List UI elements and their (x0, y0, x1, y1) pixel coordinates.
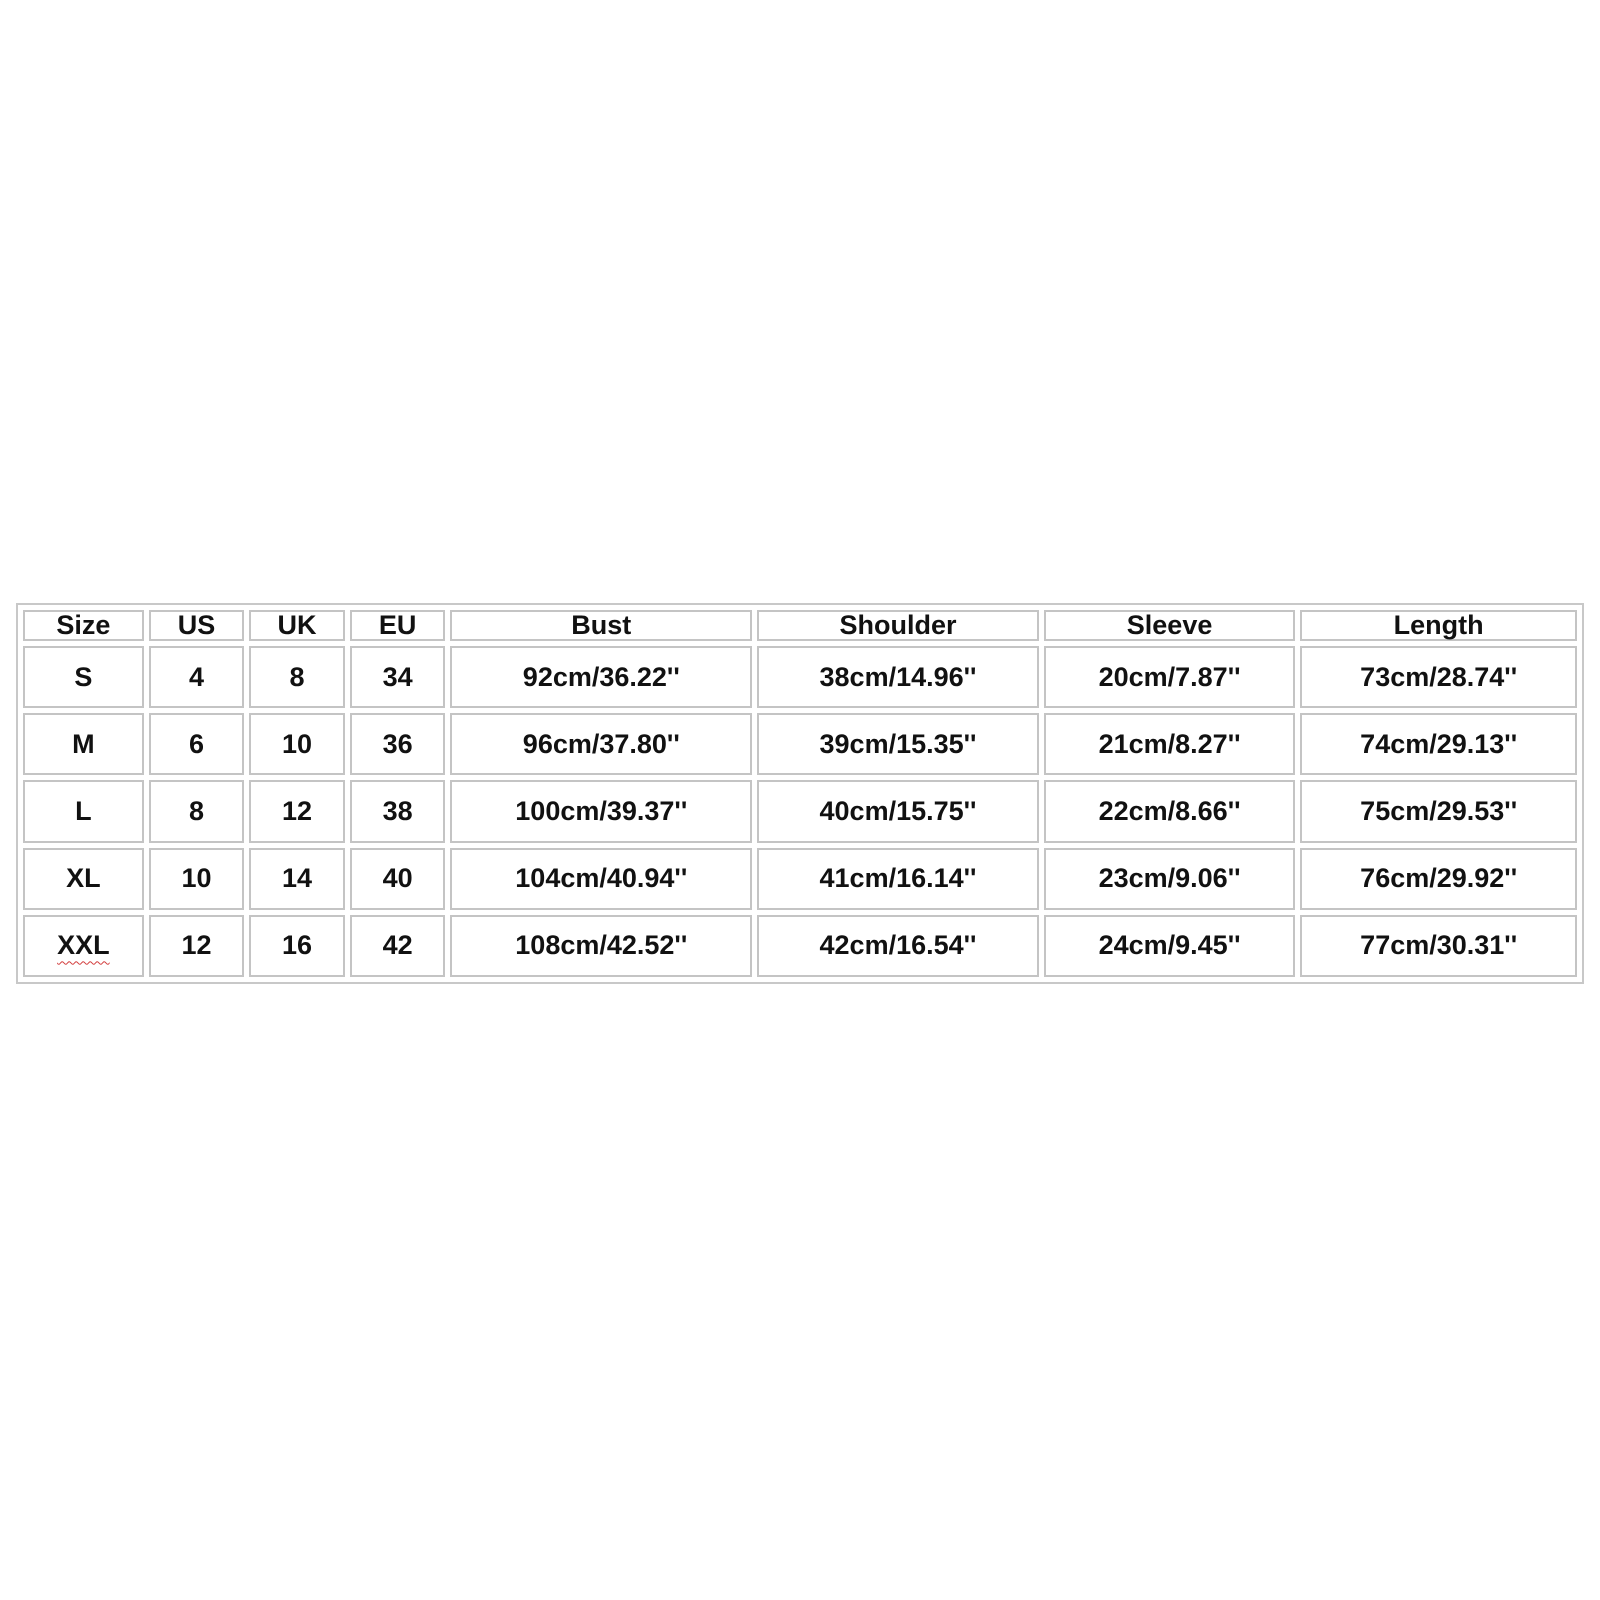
cell-sleeve: 22cm/8.66'' (1044, 780, 1295, 842)
table-row (23, 848, 1577, 910)
cell-uk: 16 (249, 915, 345, 977)
table-row (23, 915, 1577, 977)
cell-bust: 100cm/39.37'' (450, 780, 752, 842)
table-header-row (23, 610, 1577, 641)
cell-sleeve: 20cm/7.87'' (1044, 646, 1295, 708)
cell-uk: 12 (249, 780, 345, 842)
cell-uk: 14 (249, 848, 345, 910)
header-us: US (149, 610, 245, 641)
header-uk: UK (249, 610, 345, 641)
cell-length: 74cm/29.13'' (1300, 713, 1577, 775)
table-row (23, 780, 1577, 842)
cell-sleeve: 23cm/9.06'' (1044, 848, 1295, 910)
cell-shoulder: 38cm/14.96'' (757, 646, 1039, 708)
cell-length: 76cm/29.92'' (1300, 848, 1577, 910)
cell-bust: 92cm/36.22'' (450, 646, 752, 708)
cell-shoulder: 40cm/15.75'' (757, 780, 1039, 842)
cell-shoulder: 42cm/16.54'' (757, 915, 1039, 977)
cell-sleeve: 24cm/9.45'' (1044, 915, 1295, 977)
cell-size: XL (23, 848, 144, 910)
cell-sleeve: 21cm/8.27'' (1044, 713, 1295, 775)
cell-size: L (23, 780, 144, 842)
cell-us: 12 (149, 915, 245, 977)
header-length: Length (1300, 610, 1577, 641)
cell-bust: 96cm/37.80'' (450, 713, 752, 775)
header-bust: Bust (450, 610, 752, 641)
cell-eu: 38 (350, 780, 446, 842)
cell-size: M (23, 713, 144, 775)
cell-size: S (23, 646, 144, 708)
header-eu: EU (350, 610, 446, 641)
cell-eu: 34 (350, 646, 446, 708)
header-shoulder: Shoulder (757, 610, 1039, 641)
cell-eu: 42 (350, 915, 446, 977)
cell-uk: 10 (249, 713, 345, 775)
cell-us: 10 (149, 848, 245, 910)
header-size: Size (23, 610, 144, 641)
size-chart-table (18, 605, 1582, 982)
header-sleeve: Sleeve (1044, 610, 1295, 641)
cell-shoulder: 39cm/15.35'' (757, 713, 1039, 775)
cell-length: 75cm/29.53'' (1300, 780, 1577, 842)
cell-eu: 40 (350, 848, 446, 910)
cell-uk: 8 (249, 646, 345, 708)
cell-length: 73cm/28.74'' (1300, 646, 1577, 708)
cell-us: 8 (149, 780, 245, 842)
cell-us: 4 (149, 646, 245, 708)
cell-bust: 104cm/40.94'' (450, 848, 752, 910)
cell-bust: 108cm/42.52'' (450, 915, 752, 977)
cell-size (23, 915, 144, 977)
cell-eu: 36 (350, 713, 446, 775)
cell-size-label: XXL (57, 930, 110, 961)
cell-shoulder: 41cm/16.14'' (757, 848, 1039, 910)
table-row (23, 713, 1577, 775)
size-chart (16, 603, 1584, 984)
cell-length: 77cm/30.31'' (1300, 915, 1577, 977)
cell-us: 6 (149, 713, 245, 775)
table-row (23, 646, 1577, 708)
